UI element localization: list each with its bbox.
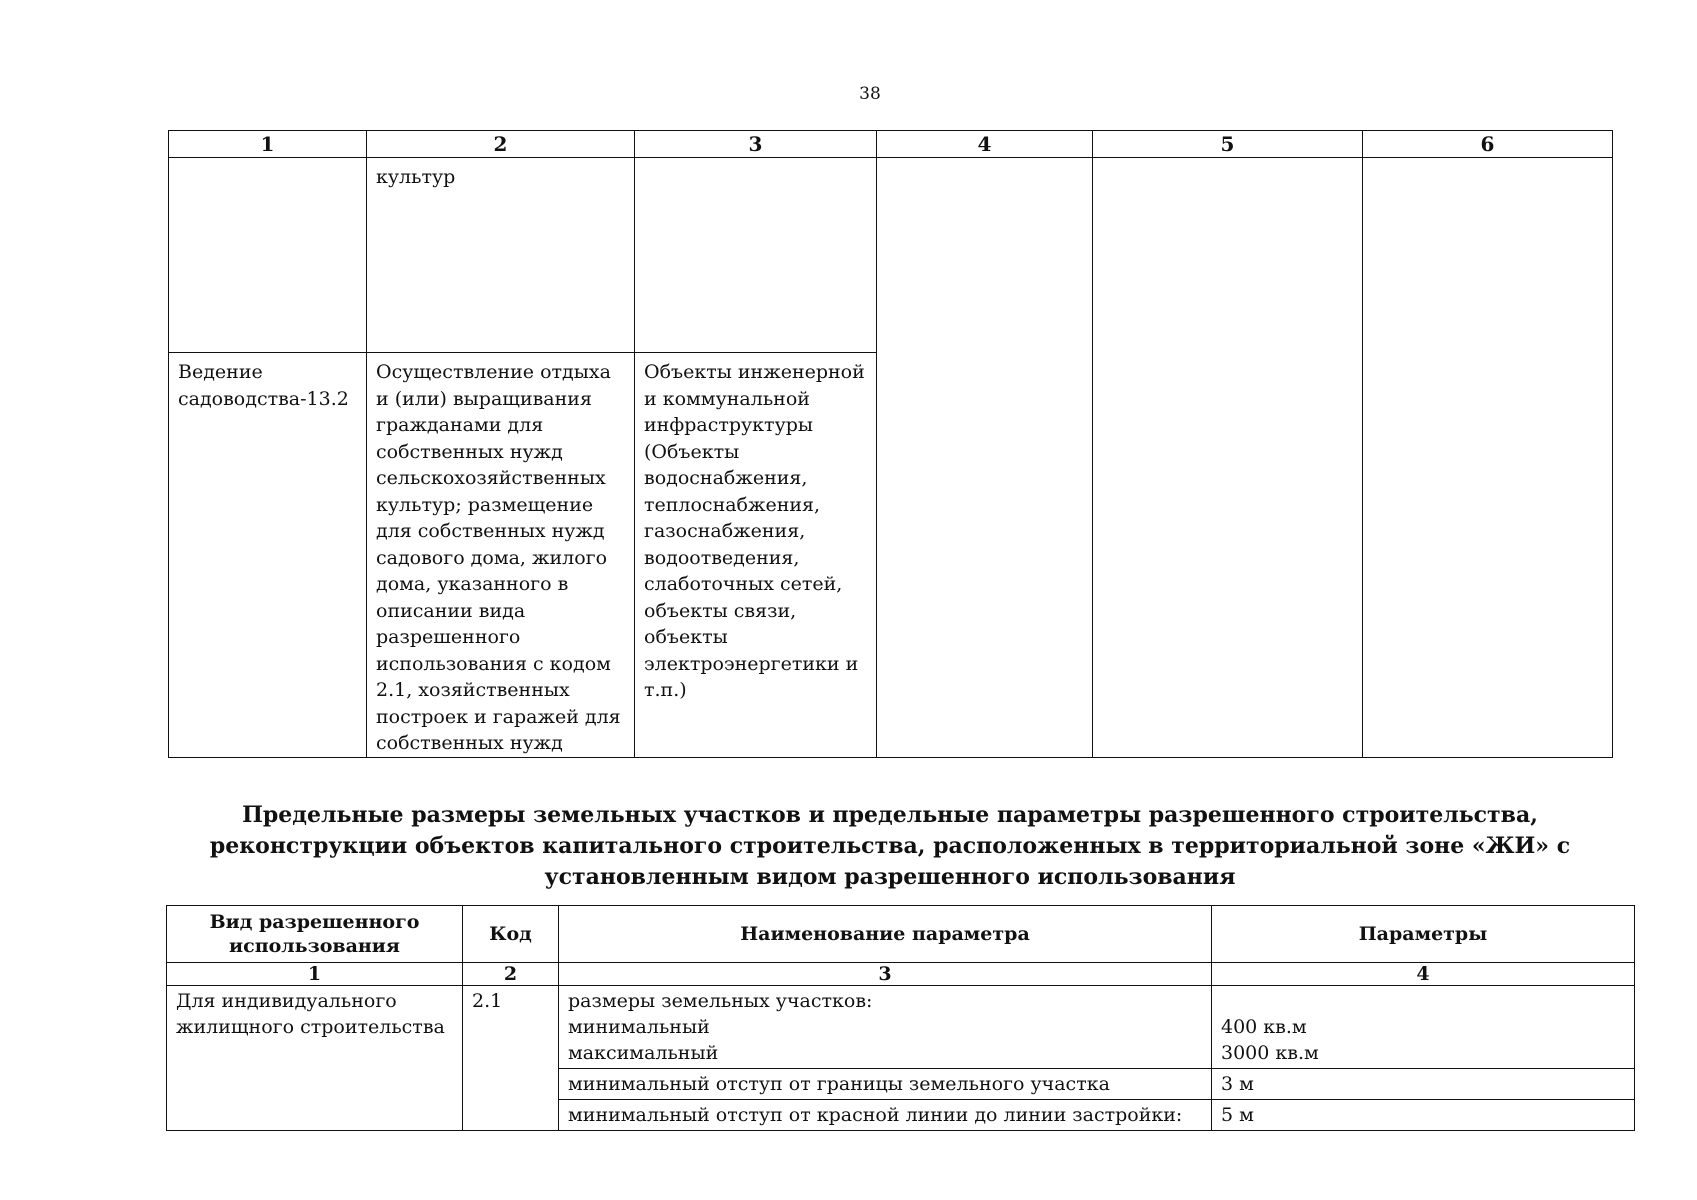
land-use-table [168, 130, 1613, 758]
param-min-value: 400 кв.м [1221, 1016, 1307, 1038]
column-header: 6 [1363, 131, 1613, 158]
column-header: Вид разрешенного использования [167, 906, 463, 963]
column-header: 1 [169, 131, 367, 158]
parameter-value-cell [1212, 986, 1635, 1069]
use-type-cell: Ведение садоводства-13.2 [169, 353, 367, 758]
table-cell [877, 158, 1093, 758]
parameters-table [166, 905, 1635, 1131]
table-cell [169, 158, 367, 353]
table-row [167, 986, 1635, 1069]
infrastructure-cell: Объекты инженерной и коммунальной инфраструктуры (Объекты водоснабжения, теплоснабжения, газоснабжения, водоотведения, слаботочных сетей, объекты связи, объекты электроэнергетики и т.п.) [635, 353, 877, 758]
parameter-value-cell: 5 м [1212, 1100, 1635, 1131]
use-description-cell: Осуществление отдыха и (или) выращивания гражданами для собственных нужд сельскохозяйственных культур; размещение для собственных нужд садового дома, жилого дома, указанного в описании вида разрешенного использования с кодом 2.1, хозяйственных построек и гаражей для собственных нужд [367, 353, 635, 758]
parameter-name-cell: минимальный отступ от красной линии до линии застройки: [559, 1100, 1212, 1131]
column-header: 5 [1093, 131, 1363, 158]
parameter-name-cell [559, 986, 1212, 1069]
table-cell: культур [367, 158, 635, 353]
section-heading: Предельные размеры земельных участков и предельные параметры разрешенного строительства, реконструкции объектов капитального строительства, расположенных в территориальной зоне «ЖИ» с установленным видом разрешенного использования [209, 802, 1571, 890]
parameter-name-cell: минимальный отступ от границы земельного участка [559, 1069, 1212, 1100]
column-number: 1 [167, 963, 463, 986]
parameter-value-cell: 3 м [1212, 1069, 1635, 1100]
use-type-cell: Для индивидуального жилищного строительства [167, 986, 463, 1131]
table-header-row [169, 131, 1613, 158]
column-number: 2 [463, 963, 559, 986]
param-group-title: размеры земельных участков: [568, 990, 873, 1012]
column-header: Наименование параметра [559, 906, 1212, 963]
param-min-label: минимальный [568, 1016, 710, 1038]
table-cell [1093, 158, 1363, 758]
page-number: 38 [859, 84, 881, 104]
param-max-value: 3000 кв.м [1221, 1042, 1319, 1064]
column-header: Параметры [1212, 906, 1635, 963]
column-header: Код [463, 906, 559, 963]
table-number-row [167, 963, 1635, 986]
code-cell: 2.1 [463, 986, 559, 1131]
table-cell [635, 158, 877, 353]
table-header-row [167, 906, 1635, 963]
table-row [169, 158, 1613, 353]
column-number: 4 [1212, 963, 1635, 986]
column-header: 3 [635, 131, 877, 158]
table-cell [1363, 158, 1613, 758]
column-number: 3 [559, 963, 1212, 986]
column-header: 2 [367, 131, 635, 158]
column-header: 4 [877, 131, 1093, 158]
param-max-label: максимальный [568, 1042, 719, 1064]
